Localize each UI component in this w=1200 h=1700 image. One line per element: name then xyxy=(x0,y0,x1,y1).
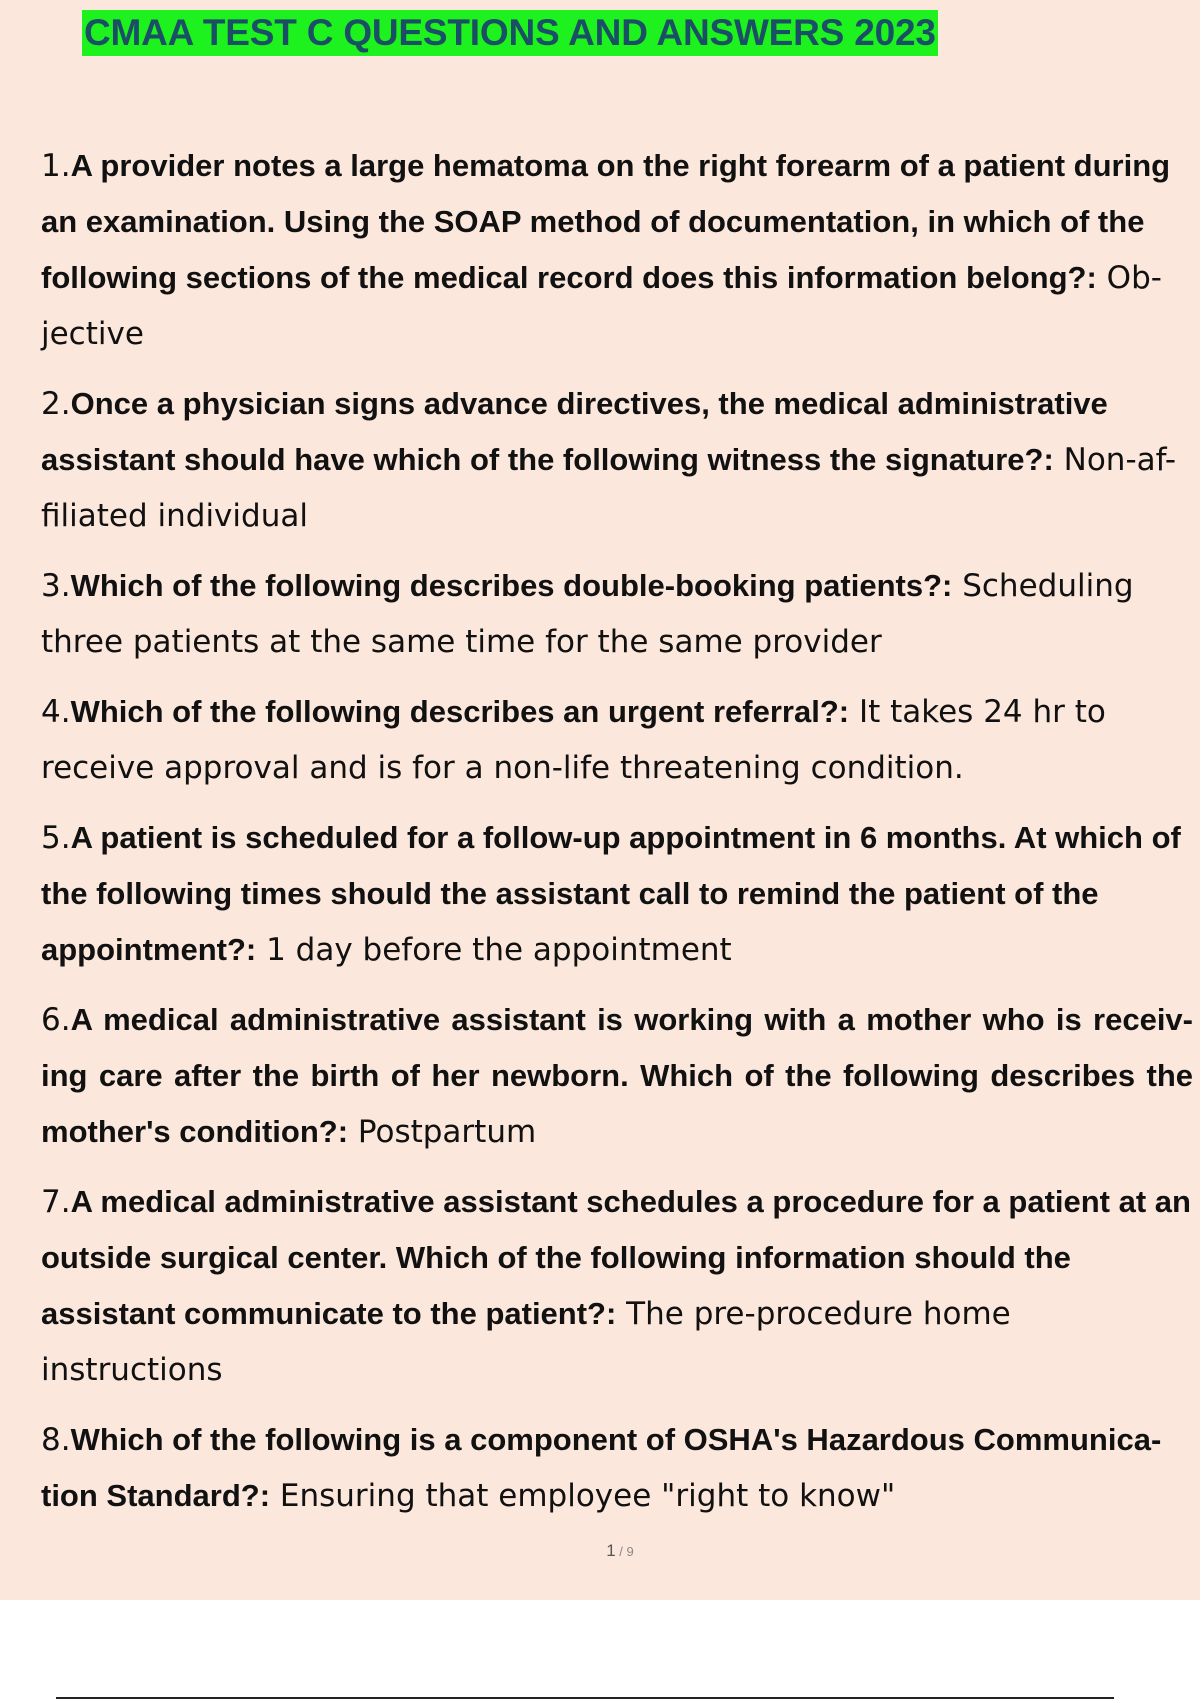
question-number: 5. xyxy=(41,820,71,856)
question-number: 1. xyxy=(41,148,71,184)
question-number: 7. xyxy=(41,1184,71,1220)
question-item-6 xyxy=(41,992,1193,1160)
question-number: 6. xyxy=(41,1002,71,1038)
question-number: 3. xyxy=(41,568,71,604)
page-indicator xyxy=(0,1541,1200,1561)
question-text: A medical administrative assistant schedules a procedure for a patient at an outside surgical center. Which of the following information should the assistant communicate to the patient?: xyxy=(41,1184,1191,1331)
answer-text: Scheduling three patients at the same time for the same provider xyxy=(41,568,1134,660)
answer-text: Ob- jective xyxy=(41,260,1162,352)
question-number: 4. xyxy=(41,694,71,730)
question-item-4 xyxy=(41,684,1193,796)
question-number: 2. xyxy=(41,386,71,422)
question-number: 8. xyxy=(41,1422,71,1458)
total-pages: 9 xyxy=(626,1544,634,1559)
answer-text: Non-af- filiated individual xyxy=(41,442,1177,534)
document-title: CMAA TEST C QUESTIONS AND ANSWERS 2023 xyxy=(82,10,938,56)
question-item-1 xyxy=(41,138,1193,362)
question-text: A patient is scheduled for a follow-up appointment in 6 months. At which of the following times should the assistant call to remind the patient of the appointment?: xyxy=(41,820,1181,967)
answer-text: Ensuring that employee "right to know" xyxy=(270,1478,896,1514)
question-text: Once a physician signs advance directives, the medical administrative assistant should have which of the following witness the signature?: xyxy=(41,386,1108,477)
question-text: Which of the following describes an urgent referral?: xyxy=(70,694,850,729)
question-item-2 xyxy=(41,376,1193,544)
question-text: Which of the following describes double-booking patients?: xyxy=(70,568,953,603)
question-item-8 xyxy=(41,1412,1193,1524)
answer-text: The pre-procedure home instructions xyxy=(41,1296,1011,1388)
question-item-3 xyxy=(41,558,1193,670)
question-list xyxy=(41,138,1193,1538)
question-text: Which of the following is a component of OSHA's Hazardous Communica- tion Standard?: xyxy=(41,1422,1162,1513)
question-text: A provider notes a large hematoma on the right forearm of a patient during an examination. Using the SOAP method of documentation, in which of the following sections of the medical record does this information belong?: xyxy=(41,148,1171,295)
page-separator: / xyxy=(615,1544,627,1559)
answer-text: 1 day before the appointment xyxy=(256,932,732,968)
question-item-7 xyxy=(41,1174,1193,1398)
question-item-5 xyxy=(41,810,1193,978)
question-text: A medical administrative assistant is working with a mother who is receiv- ing care after the birth of her newborn. Which of the following describes the mother's condition?: xyxy=(41,1002,1193,1149)
page-divider xyxy=(56,1697,1114,1699)
current-page: 1 xyxy=(606,1541,616,1560)
answer-text: It takes 24 hr to receive approval and is for a non-life threatening condition. xyxy=(41,694,1106,786)
answer-text: Postpartum xyxy=(348,1114,537,1150)
